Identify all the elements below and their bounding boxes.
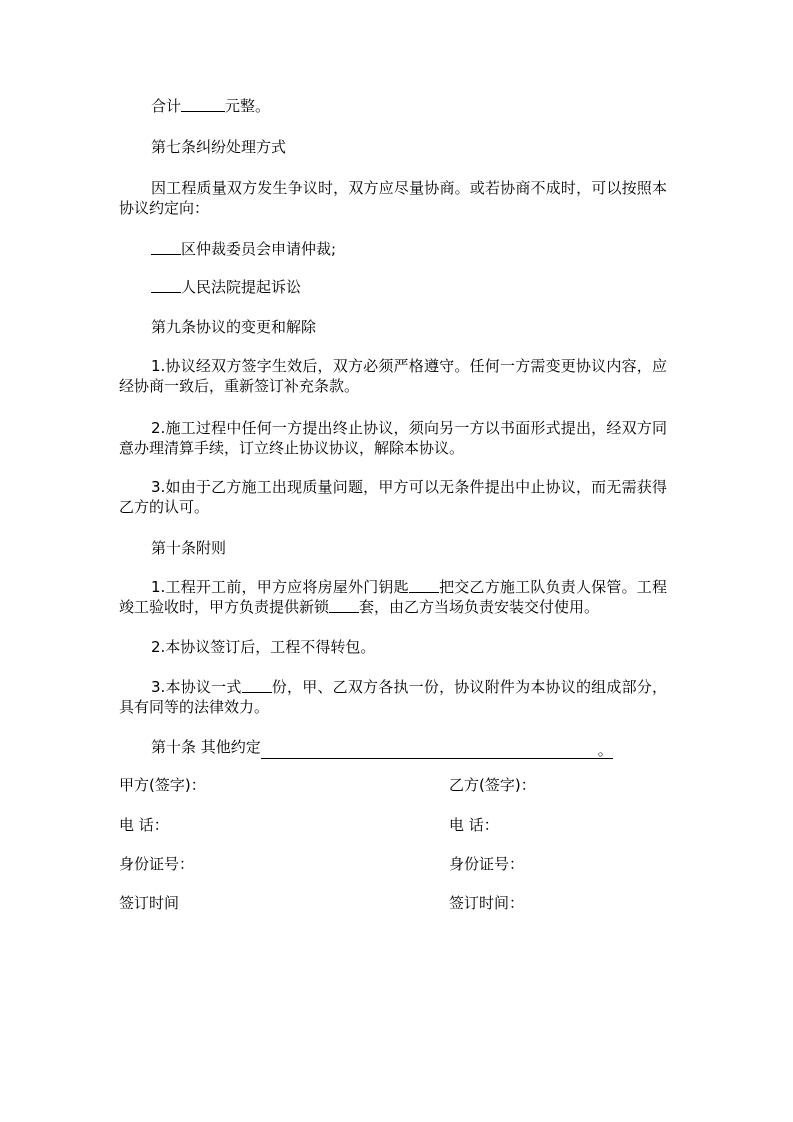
keys-blank	[409, 577, 439, 593]
total-prefix: 合计	[151, 97, 182, 115]
other-agreement-end: 。	[597, 741, 613, 759]
party-a-id-label: 身份证号：	[119, 855, 195, 873]
party-b-date-label: 签订时间：	[449, 894, 525, 912]
arbitration-blank	[151, 239, 181, 255]
court-blank	[151, 277, 181, 293]
court-text: 人民法院提起诉讼	[181, 278, 302, 296]
art10-clause-1-part-c: 套，由乙方当场负责安装交付使用。	[359, 598, 600, 616]
art7-option-arbitration	[119, 239, 667, 259]
art9-heading: 第九条协议的变更和解除	[151, 318, 317, 336]
party-b-signature-label: 乙方(签字)：	[449, 776, 536, 794]
art7-option-court	[119, 277, 667, 297]
party-b-phone-label: 电 话：	[449, 816, 499, 834]
party-a-signature-label: 甲方(签字)：	[119, 776, 206, 794]
art10-clause-1	[119, 577, 667, 617]
other-agreement-blank	[261, 740, 613, 759]
art10-clause-3-part-b: 份，甲、乙双方各执一份，协议附件为本协议的组成部分，具有同等的法律效力。	[119, 678, 668, 716]
party-a-date-label: 签订时间	[119, 894, 180, 912]
other-agreement-line	[119, 737, 667, 759]
art10-clause-1-part-b: 把交乙方施工队负责人保管。工程竣工验收时，甲方负责提供新锁	[119, 578, 667, 616]
total-line	[119, 96, 667, 116]
locks-blank	[329, 597, 359, 613]
art7-body: 因工程质量双方发生争议时，双方应尽量协商。或若协商不成时，可以按照本协议约定向：	[119, 179, 667, 217]
art10-clause-1-part-a: 1.工程开工前，甲方应将房屋外门钥匙	[151, 578, 409, 596]
arbitration-text: 区仲裁委员会申请仲裁;	[181, 240, 337, 258]
party-a-phone-label: 电 话：	[119, 816, 169, 834]
party-b-id-label: 身份证号：	[449, 855, 525, 873]
art10-clause-2: 2.本协议签订后，工程不得转包。	[151, 638, 376, 656]
art10-clause-3	[119, 677, 667, 717]
art10-heading: 第十条附则	[151, 539, 227, 557]
art9-clause-3: 3.如由于乙方施工出现质量问题，甲方可以无条件提出中止协议，而无需获得乙方的认可。	[119, 478, 667, 516]
total-blank	[181, 96, 225, 112]
art9-clause-2: 2.施工过程中任何一方提出终止协议，须向另一方以书面形式提出，经双方同意办理清算手续，订立终止协议协议，解除本协议。	[119, 419, 667, 457]
art7-heading: 第七条纠纷处理方式	[151, 138, 287, 156]
art9-clause-1: 1.协议经双方签字生效后，双方必须严格遵守。任何一方需变更协议内容，应经协商一致后，重新签订补充条款。	[119, 357, 667, 395]
other-agreement-label: 第十条 其他约定	[151, 738, 261, 756]
total-suffix: 元整。	[225, 97, 271, 115]
art10-clause-3-part-a: 3.本协议一式	[151, 678, 242, 696]
copies-blank	[242, 677, 272, 693]
